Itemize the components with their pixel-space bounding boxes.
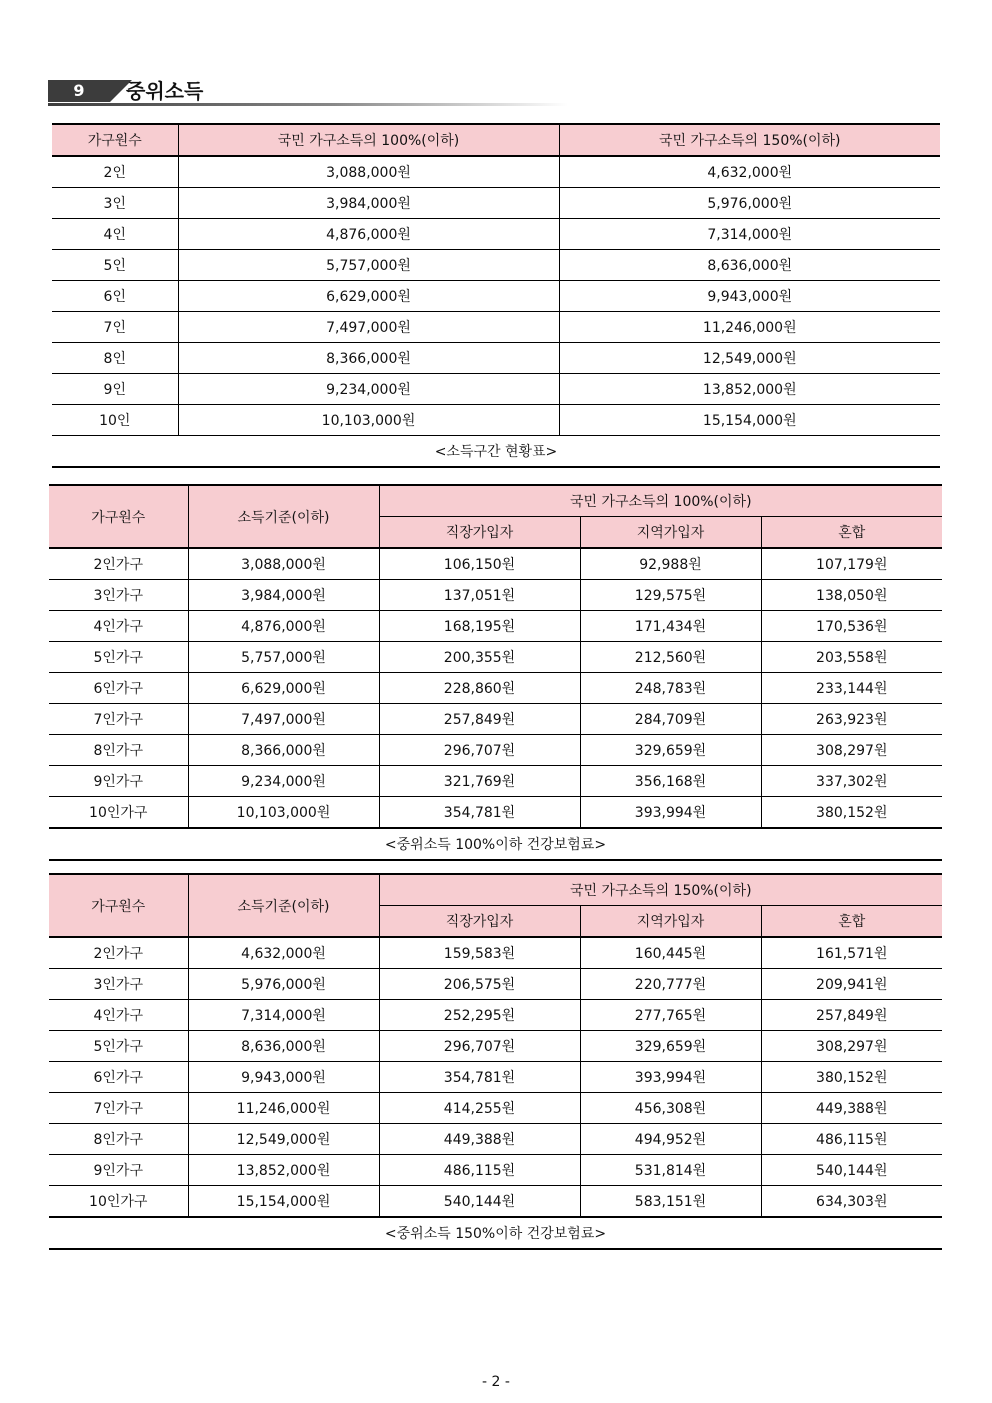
table-header-row (52, 124, 940, 156)
table-cell: 206,575원 (379, 969, 580, 1000)
table-cell: 308,297원 (761, 1031, 942, 1062)
table-cell: 5,757,000원 (188, 642, 379, 673)
table-cell: 486,115원 (379, 1155, 580, 1186)
header-income-100: 국민 가구소득의 100%(이하) (178, 124, 559, 156)
table-cell: 277,765원 (580, 1000, 761, 1031)
table-cell: 137,051원 (379, 580, 580, 611)
table-cell: 356,168원 (580, 766, 761, 797)
table-cell: 4,876,000원 (178, 219, 559, 250)
table-caption-row (49, 828, 942, 860)
table-cell: 2인 (52, 156, 178, 188)
header-income-standard: 소득기준(이하) (188, 874, 379, 937)
table-cell: 160,445원 (580, 937, 761, 969)
table-row (49, 548, 942, 580)
table-cell: 10인 (52, 405, 178, 436)
table-row (49, 937, 942, 969)
table-cell: 4인가구 (49, 611, 188, 642)
table-cell: 6인가구 (49, 1062, 188, 1093)
table-cell: 354,781원 (379, 1062, 580, 1093)
table-cell: 3인가구 (49, 580, 188, 611)
income-bracket-body (52, 124, 940, 467)
table-row (49, 735, 942, 766)
table-row (49, 642, 942, 673)
table-cell: 393,994원 (580, 1062, 761, 1093)
table-cell: 4인 (52, 219, 178, 250)
table-row (52, 188, 940, 219)
table-cell: 15,154,000원 (559, 405, 940, 436)
table-cell: 252,295원 (379, 1000, 580, 1031)
section-number: 9 (48, 80, 110, 102)
header-household: 가구원수 (49, 485, 188, 548)
subheader-employee: 직장가입자 (379, 906, 580, 938)
header-group-100: 국민 가구소득의 100%(이하) (379, 485, 942, 517)
table-cell: 393,994원 (580, 797, 761, 829)
table-cell: 7,314,000원 (559, 219, 940, 250)
table-cell: 7인 (52, 312, 178, 343)
table-cell: 3,984,000원 (188, 580, 379, 611)
table-cell: 4인가구 (49, 1000, 188, 1031)
insurance-150-body (49, 874, 942, 1249)
table-row (49, 611, 942, 642)
table-row (52, 312, 940, 343)
table-cell: 449,388원 (761, 1093, 942, 1124)
table-row (49, 704, 942, 735)
table-cell: 13,852,000원 (188, 1155, 379, 1186)
section-underline (48, 103, 568, 106)
table-cell: 7,497,000원 (188, 704, 379, 735)
table-cell: 5,976,000원 (188, 969, 379, 1000)
table-row (52, 374, 940, 405)
table-cell: 449,388원 (379, 1124, 580, 1155)
table-cell: 583,151원 (580, 1186, 761, 1218)
subheader-employee: 직장가입자 (379, 517, 580, 549)
table-caption-row (52, 436, 940, 468)
table-cell: 10인가구 (49, 797, 188, 829)
table-cell: 5,976,000원 (559, 188, 940, 219)
table-cell: 170,536원 (761, 611, 942, 642)
table-cell: 9인가구 (49, 1155, 188, 1186)
table-cell: 8,636,000원 (559, 250, 940, 281)
table-row (49, 1155, 942, 1186)
table-cell: 7,497,000원 (178, 312, 559, 343)
table-row (49, 969, 942, 1000)
table-cell: 380,152원 (761, 1062, 942, 1093)
table-cell: 3,088,000원 (178, 156, 559, 188)
table-row (49, 1000, 942, 1031)
section-title: 중위소득 (126, 79, 204, 103)
table-cell: 7인가구 (49, 704, 188, 735)
table-cell: 8,366,000원 (188, 735, 379, 766)
table-cell: 3,088,000원 (188, 548, 379, 580)
table-row (49, 766, 942, 797)
table-row (49, 797, 942, 829)
table-cell: 329,659원 (580, 1031, 761, 1062)
table-cell: 531,814원 (580, 1155, 761, 1186)
table-cell: 228,860원 (379, 673, 580, 704)
table-cell: 414,255원 (379, 1093, 580, 1124)
table-cell: 9,234,000원 (178, 374, 559, 405)
table-row (49, 580, 942, 611)
table-cell: 3,984,000원 (178, 188, 559, 219)
table-caption: <소득구간 현황표> (52, 436, 940, 468)
table-cell: 540,144원 (761, 1155, 942, 1186)
insurance-150-table (49, 873, 942, 1250)
header-household: 가구원수 (52, 124, 178, 156)
table-cell: 8인가구 (49, 1124, 188, 1155)
table-cell: 12,549,000원 (188, 1124, 379, 1155)
table-cell: 168,195원 (379, 611, 580, 642)
table-cell: 3인 (52, 188, 178, 219)
table-cell: 2인가구 (49, 937, 188, 969)
table-row (49, 1031, 942, 1062)
table-header-row (49, 874, 942, 906)
table-cell: 6인가구 (49, 673, 188, 704)
table-caption: <중위소득 100%이하 건강보험료> (49, 828, 942, 860)
table-cell: 7인가구 (49, 1093, 188, 1124)
table-cell: 92,988원 (580, 548, 761, 580)
table-cell: 8,366,000원 (178, 343, 559, 374)
table-cell: 6인 (52, 281, 178, 312)
table-row (52, 343, 940, 374)
page-number: - 2 - (482, 1374, 510, 1390)
header-group-150: 국민 가구소득의 150%(이하) (379, 874, 942, 906)
table-cell: 3인가구 (49, 969, 188, 1000)
table-cell: 456,308원 (580, 1093, 761, 1124)
table-cell: 296,707원 (379, 735, 580, 766)
table-cell: 263,923원 (761, 704, 942, 735)
table-cell: 9인가구 (49, 766, 188, 797)
income-bracket-table (52, 123, 940, 468)
table-cell: 12,549,000원 (559, 343, 940, 374)
table-cell: 10,103,000원 (188, 797, 379, 829)
table-cell: 6,629,000원 (178, 281, 559, 312)
subheader-regional: 지역가입자 (580, 906, 761, 938)
table-cell: 5인가구 (49, 1031, 188, 1062)
table-cell: 11,246,000원 (559, 312, 940, 343)
table-cell: 159,583원 (379, 937, 580, 969)
table-cell: 5인가구 (49, 642, 188, 673)
table-cell: 220,777원 (580, 969, 761, 1000)
header-income-standard: 소득기준(이하) (188, 485, 379, 548)
table-cell: 129,575원 (580, 580, 761, 611)
table-cell: 329,659원 (580, 735, 761, 766)
table-caption: <중위소득 150%이하 건강보험료> (49, 1217, 942, 1249)
table-cell: 634,303원 (761, 1186, 942, 1218)
table-row (52, 156, 940, 188)
header-income-150: 국민 가구소득의 150%(이하) (559, 124, 940, 156)
table-row (52, 250, 940, 281)
table-cell: 233,144원 (761, 673, 942, 704)
section-heading (48, 78, 568, 104)
header-household: 가구원수 (49, 874, 188, 937)
table-cell: 296,707원 (379, 1031, 580, 1062)
insurance-100-body (49, 485, 942, 860)
table-cell: 321,769원 (379, 766, 580, 797)
table-cell: 4,632,000원 (188, 937, 379, 969)
table-cell: 11,246,000원 (188, 1093, 379, 1124)
table-cell: 138,050원 (761, 580, 942, 611)
table-cell: 4,632,000원 (559, 156, 940, 188)
table-cell: 200,355원 (379, 642, 580, 673)
table-cell: 9,943,000원 (188, 1062, 379, 1093)
table-cell: 308,297원 (761, 735, 942, 766)
table-cell: 2인가구 (49, 548, 188, 580)
table-cell: 171,434원 (580, 611, 761, 642)
table-cell: 5,757,000원 (178, 250, 559, 281)
table-cell: 203,558원 (761, 642, 942, 673)
table-row (49, 1062, 942, 1093)
table-cell: 6,629,000원 (188, 673, 379, 704)
table-cell: 7,314,000원 (188, 1000, 379, 1031)
table-cell: 8,636,000원 (188, 1031, 379, 1062)
table-row (49, 1093, 942, 1124)
table-caption-row (49, 1217, 942, 1249)
table-row (49, 673, 942, 704)
table-row (52, 219, 940, 250)
table-cell: 10,103,000원 (178, 405, 559, 436)
table-cell: 5인 (52, 250, 178, 281)
table-cell: 13,852,000원 (559, 374, 940, 405)
table-cell: 257,849원 (379, 704, 580, 735)
table-row (49, 1186, 942, 1218)
table-row (52, 281, 940, 312)
table-cell: 9,943,000원 (559, 281, 940, 312)
table-cell: 354,781원 (379, 797, 580, 829)
table-cell: 494,952원 (580, 1124, 761, 1155)
table-cell: 257,849원 (761, 1000, 942, 1031)
table-row (49, 1124, 942, 1155)
table-cell: 212,560원 (580, 642, 761, 673)
subheader-mixed: 혼합 (761, 906, 942, 938)
subheader-regional: 지역가입자 (580, 517, 761, 549)
table-cell: 106,150원 (379, 548, 580, 580)
table-cell: 209,941원 (761, 969, 942, 1000)
table-cell: 9,234,000원 (188, 766, 379, 797)
table-cell: 540,144원 (379, 1186, 580, 1218)
table-cell: 8인 (52, 343, 178, 374)
table-cell: 10인가구 (49, 1186, 188, 1218)
table-cell: 4,876,000원 (188, 611, 379, 642)
table-cell: 15,154,000원 (188, 1186, 379, 1218)
table-cell: 337,302원 (761, 766, 942, 797)
table-cell: 248,783원 (580, 673, 761, 704)
table-cell: 284,709원 (580, 704, 761, 735)
table-cell: 486,115원 (761, 1124, 942, 1155)
table-row (52, 405, 940, 436)
table-cell: 161,571원 (761, 937, 942, 969)
table-cell: 380,152원 (761, 797, 942, 829)
table-header-row (49, 485, 942, 517)
table-cell: 8인가구 (49, 735, 188, 766)
insurance-100-table (49, 484, 942, 861)
subheader-mixed: 혼합 (761, 517, 942, 549)
table-cell: 9인 (52, 374, 178, 405)
table-cell: 107,179원 (761, 548, 942, 580)
